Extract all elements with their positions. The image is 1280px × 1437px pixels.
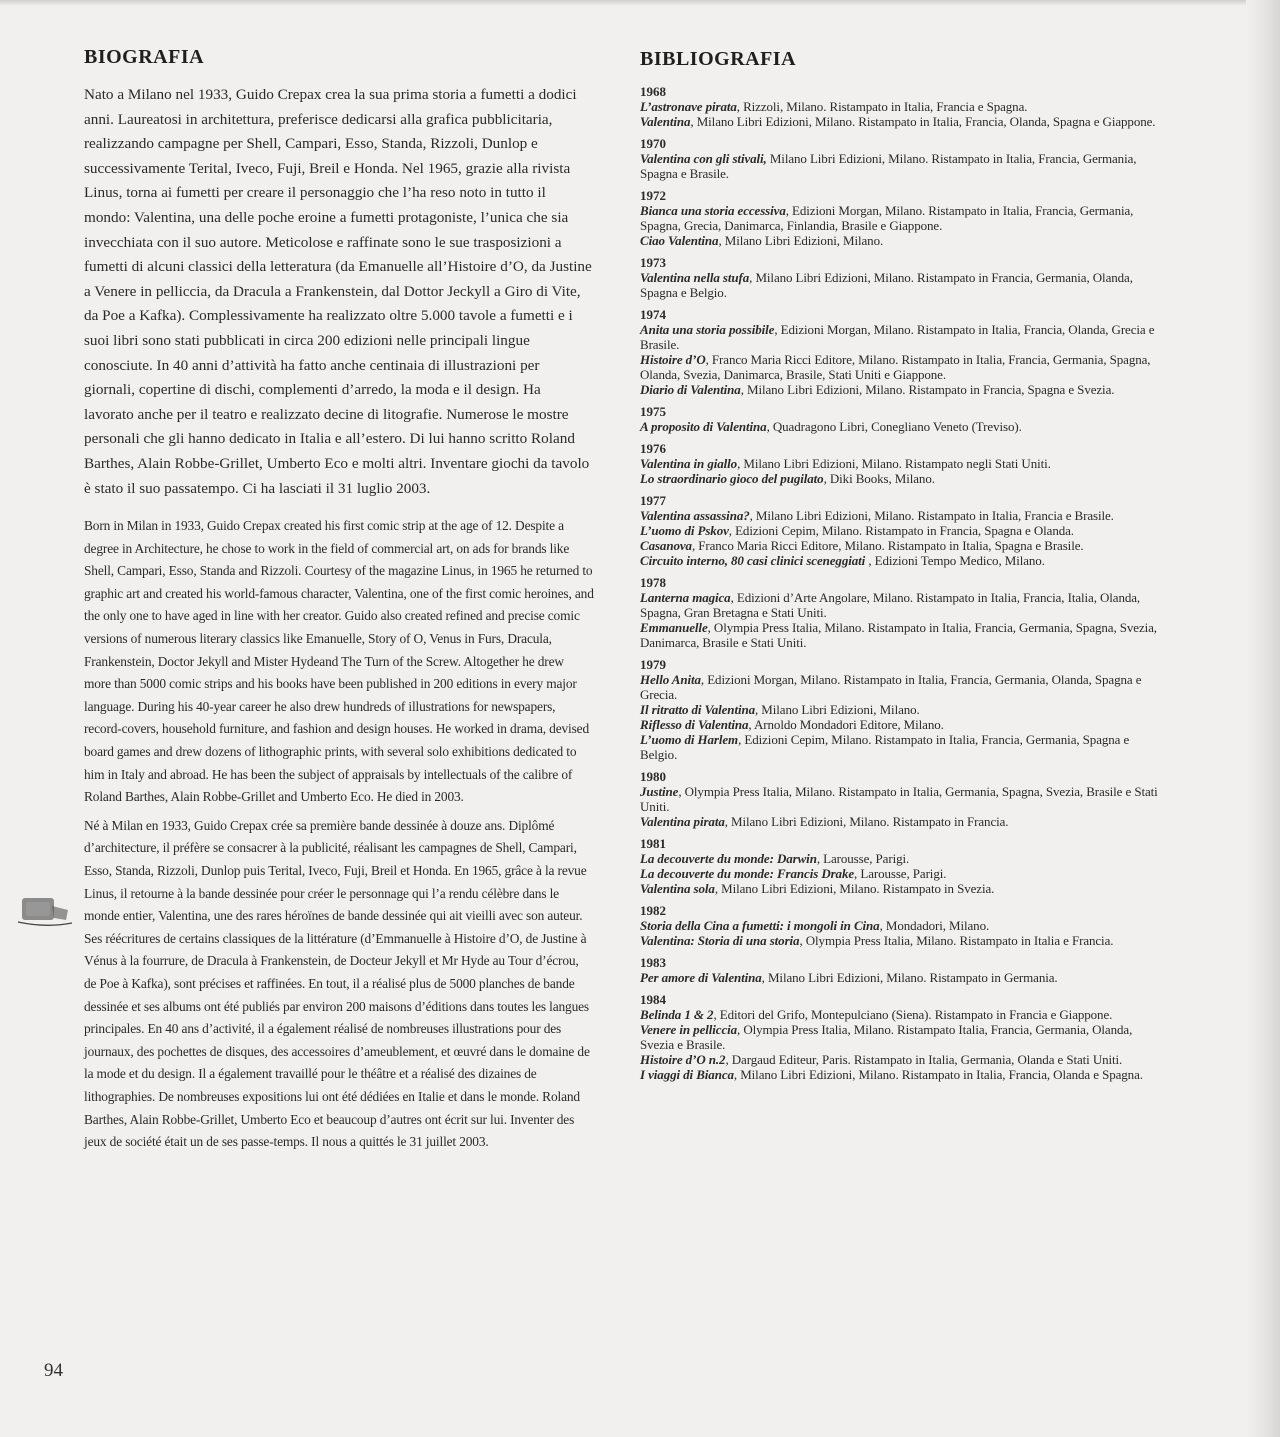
bibliography-column <box>640 48 1160 1090</box>
bibliography-entry <box>640 203 1160 233</box>
bibliography-entry-title: Lo straordinario gioco del pugilato <box>640 471 824 486</box>
bibliography-entry-details: Milano Libri Edizioni, Milano. Ristampato in Italia, Francia, Germania, Spagna e Brasile. <box>640 151 1137 181</box>
bibliography-entry-details: , Arnoldo Mondadori Editore, Milano. <box>748 717 944 732</box>
bibliography-year: 1982 <box>640 903 666 918</box>
bibliography-year: 1973 <box>640 255 666 270</box>
bibliography-entry <box>640 702 1160 717</box>
bibliography-entry <box>640 732 1160 762</box>
bibliography-entry-details: , Larousse, Parigi. <box>854 866 947 881</box>
bibliography-entry-title: Riflesso di Valentina <box>640 717 749 732</box>
bibliography-year-block <box>640 658 1160 762</box>
bibliography-year: 1976 <box>640 441 666 456</box>
bibliography-entry-title: Emmanuelle <box>640 620 708 635</box>
bibliography-year-block <box>640 137 1160 181</box>
bibliography-entry-title: Il ritratto di Valentina <box>640 702 755 717</box>
bibliography-entry-details: , Edizioni Tempo Medico, Milano. <box>865 553 1045 568</box>
page-binding-edge <box>1246 0 1280 1437</box>
bibliography-entry-details: , Milano Libri Edizioni, Milano. Ristampato in Francia, Spagna e Svezia. <box>740 382 1115 397</box>
bibliography-entry-details: , Edizioni d’Arte Angolare, Milano. Ristampato in Italia, Francia, Italia, Olanda, Spagna, Gran Bretagna e Stati Uniti. <box>640 590 1141 620</box>
bibliography-entry-title: Hello Anita <box>640 672 701 687</box>
bibliography-entry <box>640 1067 1160 1082</box>
bibliography-entry-details: , Larousse, Parigi. <box>816 851 910 866</box>
bibliography-entry-title: I viaggi di Bianca <box>640 1067 734 1082</box>
bibliography-entry <box>640 382 1160 397</box>
bibliography-entry <box>640 523 1160 538</box>
bibliography-year: 1975 <box>640 404 666 419</box>
bibliography-entry-details: , Milano Libri Edizioni, Milano. Ristampato in Italia, Francia e Brasile. <box>749 508 1114 523</box>
bibliography-year: 1979 <box>640 657 666 672</box>
bibliography-year: 1981 <box>640 836 666 851</box>
bibliography-entry-details: , Diki Books, Milano. <box>823 471 935 486</box>
bibliography-entry-details: , Olympia Press Italia, Milano. Ristampato in Italia, Germania, Spagna, Svezia, Brasile e Stati Uniti. <box>640 784 1158 814</box>
bibliography-entry <box>640 99 1160 114</box>
bibliography-entry-title: Valentina assassina? <box>640 508 750 523</box>
bibliography-entry-title: Histoire d’O <box>640 352 706 367</box>
bibliography-entry <box>640 233 1160 248</box>
bibliography-year: 1978 <box>640 575 666 590</box>
bibliography-year-block <box>640 770 1160 829</box>
bibliography-entry-title: Valentina <box>640 114 691 129</box>
bibliography-entry-details: , Franco Maria Ricci Editore, Milano. Ristampato in Italia, Spagna e Brasile. <box>691 538 1084 553</box>
bibliography-entry <box>640 784 1160 814</box>
bibliography-entry-details: , Edizioni Cepim, Milano. Ristampato in Italia, Francia, Germania, Spagna e Belgio. <box>640 732 1130 762</box>
bibliography-entry <box>640 717 1160 732</box>
bibliography-year-block <box>640 308 1160 397</box>
bibliography-entry <box>640 322 1160 352</box>
bibliography-entry-details: , Franco Maria Ricci Editore, Milano. Ristampato in Italia, Francia, Germania, Spagna, Olanda, Svezia, Danimarca, Brasile, Stati Uniti e Giappone. <box>640 352 1151 382</box>
bibliography-entry-title: Belinda 1 & 2 <box>640 1007 714 1022</box>
biography-italian: Nato a Milano nel 1933, Guido Crepax crea la sua prima storia a fumetti a dodici anni. Laureatosi in architettura, preferisce dedicarsi alla grafica pubblicitaria, realizzando campagne per Shell, Campari, Esso, Standa, Rizzoli, Dunlop e successivamente Terital, Iveco, Fuji, Breil e Honda. Nel 1965, grazie alla rivista Linus, torna ai fumetti per creare il personaggio che l’ha reso noto in tutto il mondo: Valentina, una delle poche eroine a fumetti protagoniste, l’unica che sia invecchiata con il suo autore. Meticolose e raffinate sono le sue trasposizioni a fumetti di alcuni classici della letteratura (da Emanuelle all’Histoire d’O, da Justine a Venere in pelliccia, da Dracula a Frankenstein, dal Dottor Jeckyll a Giro di Vite, da Poe a Kafka). Complessivamente ha realizzato oltre 5.000 tavole a fumetti e i suoi libri sono stati pubblicati in circa 200 edizioni nelle principali lingue conosciute. In 40 anni d’attività ha fatto anche centinaia di illustrazioni per giornali, copertine di dischi, complementi d’arredo, la moda e il design. Ha lavorato anche per il teatro e realizzato decine di litografie. Numerose le mostre personali che gli hanno dedicato in Italia e all’estero. Di lui hanno scritto Roland Barthes, Alain Robbe-Grillet, Umberto Eco e molti altri. Inventare giochi da tavolo è stato il suo passatempo. Ci ha lasciati il 31 luglio 2003. <box>84 86 592 497</box>
bibliography-entry-title: Justine <box>640 784 679 799</box>
bibliography-entry-details: , Milano Libri Edizioni, Milano. Ristampato in Francia. <box>724 814 1009 829</box>
bibliography-entry-details: , Olympia Press Italia, Milano. Ristampato in Italia e Francia. <box>799 933 1114 948</box>
biography-title: BIOGRAFIA <box>84 46 205 68</box>
bibliography-entry <box>640 866 1160 881</box>
bibliography-entry-details: , Milano Libri Edizioni, Milano. Ristampato in Italia, Francia, Olanda e Spagna. <box>733 1067 1143 1082</box>
bibliography-entry <box>640 881 1160 896</box>
bibliography-year-block <box>640 189 1160 248</box>
bibliography-entry-details: , Olympia Press Italia, Milano. Ristampato Italia, Francia, Germania, Olanda, Svezia e Brasile. <box>640 1022 1133 1052</box>
bibliography-entry-details: , Dargaud Editeur, Paris. Ristampato in Italia, Germania, Olanda e Stati Uniti. <box>725 1052 1123 1067</box>
bibliography-title: BIBLIOGRAFIA <box>640 48 797 70</box>
bibliography-entry <box>640 114 1160 129</box>
bibliography-year: 1968 <box>640 84 666 99</box>
bibliography-entry-title: Valentina in giallo <box>640 456 738 471</box>
bibliography-entry-details: , Milano Libri Edizioni, Milano. <box>718 233 884 248</box>
bibliography-entry-details: , Edizioni Morgan, Milano. Ristampato in Italia, Francia, Olanda, Grecia e Brasile. <box>640 322 1155 352</box>
bibliography-entry <box>640 1022 1160 1052</box>
bibliography-year-block <box>640 494 1160 568</box>
bibliography-year: 1972 <box>640 188 666 203</box>
bibliography-entry-title: Anita una storia possibile <box>640 322 775 337</box>
bibliography-entry <box>640 620 1160 650</box>
bibliography-entry-details: , Olympia Press Italia, Milano. Ristampato in Italia, Francia, Germania, Spagna, Svezia, Danimarca, Brasile e Stati Uniti. <box>640 620 1157 650</box>
bibliography-entry-details: , Milano Libri Edizioni, Milano. Ristampato in Italia, Francia, Olanda, Spagna e Giappone. <box>690 114 1156 129</box>
bibliography-entry-details: , Edizioni Cepim, Milano. Ristampato in Francia, Spagna e Olanda. <box>728 523 1074 538</box>
bibliography-entry-details: , Milano Libri Edizioni, Milano. Ristampato in Svezia. <box>714 881 995 896</box>
bibliography-entry-title: Valentina sola <box>640 881 715 896</box>
bibliography-entry <box>640 590 1160 620</box>
bibliography-entry-title: Diario di Valentina <box>640 382 741 397</box>
bibliography-entry-title: Bianca una storia eccessiva <box>640 203 786 218</box>
bibliography-entry <box>640 851 1160 866</box>
bibliography-entry <box>640 1007 1160 1022</box>
bibliography-entry-details: , Quadragono Libri, Conegliano Veneto (Treviso). <box>766 419 1022 434</box>
page-number: 94 <box>44 1360 63 1381</box>
bibliography-entry <box>640 508 1160 523</box>
bibliography-entry-title: Circuito interno, 80 casi clinici sceneggiati <box>640 553 866 568</box>
bibliography-year: 1970 <box>640 136 666 151</box>
bibliography-entry <box>640 918 1160 933</box>
bibliography-year-block <box>640 85 1160 129</box>
bibliography-entry-details: , Editori del Grifo, Montepulciano (Siena). Ristampato in Francia e Giappone. <box>713 1007 1113 1022</box>
bibliography-entry-details: , Milano Libri Edizioni, Milano. <box>755 702 920 717</box>
bibliography-year-block <box>640 956 1160 985</box>
bibliography-entry-title: L’uomo di Harlem <box>640 732 739 747</box>
bibliography-entry-details: , Milano Libri Edizioni, Milano. Ristampato negli Stati Uniti. <box>737 456 1051 471</box>
bibliography-entry-title: L’astronave pirata <box>640 99 737 114</box>
bibliography-entry-details: , Milano Libri Edizioni, Milano. Ristampato in Germania. <box>761 970 1058 985</box>
bibliography-entry-title: L’uomo di Pskov <box>640 523 729 538</box>
bibliography-year: 1980 <box>640 769 666 784</box>
bibliography-year-block <box>640 576 1160 650</box>
bibliography-entry <box>640 1052 1160 1067</box>
bibliography-entry-title: Valentina pirata <box>640 814 725 829</box>
bibliography-year-block <box>640 837 1160 896</box>
bibliography-entry <box>640 970 1160 985</box>
bibliography-entry-title: Lanterna magica <box>640 590 731 605</box>
bibliography-year-block <box>640 904 1160 948</box>
bibliography-year: 1977 <box>640 493 666 508</box>
bibliography-entry-title: Ciao Valentina <box>640 233 719 248</box>
bibliography-entry <box>640 151 1160 181</box>
bibliography-entry-title: La decouverte du monde: Francis Drake <box>640 866 855 881</box>
bibliography-entry-title: Valentina nella stufa <box>640 270 750 285</box>
bibliography-list <box>640 85 1160 1082</box>
bibliography-entry <box>640 553 1160 568</box>
bibliography-entry-details: , Edizioni Morgan, Milano. Ristampato in Italia, Francia, Germania, Olanda, Spagna e Grecia. <box>640 672 1142 702</box>
bibliography-entry-details: , Milano Libri Edizioni, Milano. Ristampato in Francia, Germania, Olanda, Spagna e Belgio. <box>640 270 1133 300</box>
bibliography-entry <box>640 270 1160 300</box>
bibliography-entry <box>640 933 1160 948</box>
bibliography-year: 1974 <box>640 307 666 322</box>
bibliography-entry-title: La decouverte du monde: Darwin <box>640 851 817 866</box>
bibliography-year-block <box>640 256 1160 300</box>
bibliography-entry-title: Valentina: Storia di una storia <box>640 933 800 948</box>
bibliography-entry-title: Venere in pelliccia <box>640 1022 738 1037</box>
bibliography-entry <box>640 456 1160 471</box>
bibliography-entry <box>640 471 1160 486</box>
bibliography-year-block <box>640 442 1160 486</box>
bibliography-entry-title: Valentina con gli stivali, <box>640 151 767 166</box>
bibliography-entry-title: A proposito di Valentina <box>640 419 767 434</box>
ink-stamp-icon <box>16 892 74 932</box>
bibliography-year-block <box>640 405 1160 434</box>
biography-column <box>84 46 594 1154</box>
bibliography-entry-title: Per amore di Valentina <box>640 970 762 985</box>
bibliography-entry <box>640 814 1160 829</box>
bibliography-entry <box>640 538 1160 553</box>
bibliography-entry <box>640 352 1160 382</box>
bibliography-year: 1984 <box>640 992 666 1007</box>
bibliography-entry-details: , Mondadori, Milano. <box>879 918 990 933</box>
bibliography-year-block <box>640 993 1160 1082</box>
biography-french: Né à Milan en 1933, Guido Crepax crée sa première bande dessinée à douze ans. Diplômé d’architecture, il préfère se consacrer à la publicité, réalisant les campagnes de Shell, Campari, Esso, Standa, Rizzoli, Dunlop puis Terital, Iveco, Fuji, Breil et Honda. En 1965, grâce à la revue Linus, il retourne à la bande dessinée pour créer le personnage qui l’a rendu célèbre dans le monde entier, Valentina, une des rares héroïnes de bande dessinée qui ait vieilli avec son auteur. Ses réécritures de certains classiques de la littérature (d’Emmanuelle à Histoire d’O, de Justine à Vénus à la fourrure, de Dracula à Frankenstein, de Docteur Jekyll et Mr Hyde au Tour d’écrou, de Poe à Kafka), sont précises et raffinées. En tout, il a réalisé plus de 5000 planches de bande dessinée et ses albums ont été publiés par environ 200 maisons d’éditions dans toutes les langues principales. En 40 ans d’activité, il a également réalisé de nombreuses illustrations pour des journaux, des pochettes de disques, des accessoires d’ameublement, et œuvré dans le domaine de la mode et du design. Il a également travaillé pour le théâtre et a réalisé des dizaines de lithographies. De nombreuses expositions lui ont été dédiées en Italie et dans le monde. Roland Barthes, Alain Robbe-Grillet, Umberto Eco et beaucoup d’autres ont écrit sur lui. Inventer des jeux de société était un de ses passe-temps. Il nous a quittés le 31 juillet 2003. <box>84 817 590 1150</box>
bibliography-entry-title: Casanova <box>640 538 692 553</box>
biography-english: Born in Milan in 1933, Guido Crepax created his first comic strip at the age of 12. Despite a degree in Architecture, he chose to work in the field of commercial art, on ads for brands like Shell, Campari, Esso, Standa and Rizzoli. Courtesy of the magazine Linus, in 1965 he returned to graphic art and created his world-famous character, Valentina, one of the first comic heroines, and the only one to have aged in line with her creator. Guido also created refined and precise comic versions of numerous literary classics like Emanuelle, Story of O, Venus in Furs, Dracula, Frankenstein, Doctor Jekyll and Mister Hydeand The Turn of the Screw. Altogether he drew more than 5000 comic strips and his books have been published in 200 editions in every major language. During his 40-year career he also drew hundreds of illustrations for newspapers, record-covers, household furniture, and fashion and design houses. He worked in drama, devised board games and drew dozens of lithographic prints, with several solo exhibitions dedicated to him in Italy and abroad. He has been the subject of appraisals by intellectuals of the calibre of Roland Barthes, Alain Robbe-Grillet and Umberto Eco. He died in 2003. <box>84 518 594 805</box>
bibliography-entry-details: , Rizzoli, Milano. Ristampato in Italia, Francia e Spagna. <box>736 99 1028 114</box>
bibliography-entry <box>640 672 1160 702</box>
bibliography-entry-title: Storia della Cina a fumetti: i mongoli in Cina <box>640 918 880 933</box>
bibliography-entry-details: , Edizioni Morgan, Milano. Ristampato in Italia, Francia, Germania, Spagna, Grecia, Danimarca, Finlandia, Brasile e Giappone. <box>640 203 1134 233</box>
bibliography-year: 1983 <box>640 955 666 970</box>
page-top-shadow <box>0 0 1280 6</box>
bibliography-entry-title: Histoire d’O n.2 <box>640 1052 726 1067</box>
bibliography-entry <box>640 419 1160 434</box>
